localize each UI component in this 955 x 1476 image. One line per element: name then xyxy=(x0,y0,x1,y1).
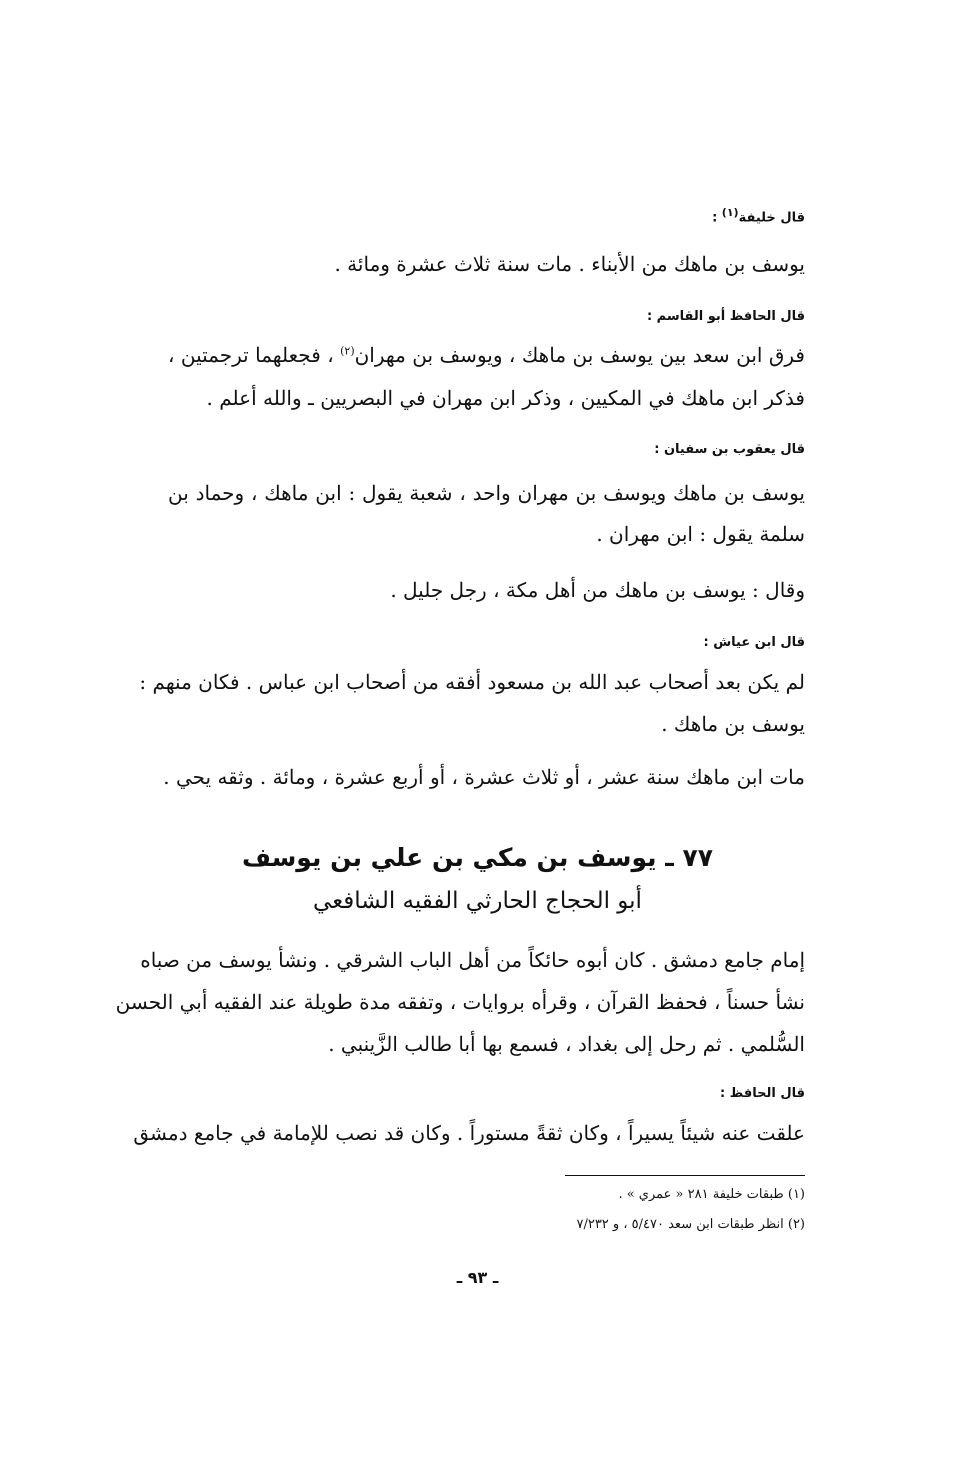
text-line: وقال : يوسف بن ماهك من أهل مكة ، رجل جليل . xyxy=(390,578,805,602)
text-line: فذكر ابن ماهك في المكيين ، وذكر ابن مهران في البصريين ـ والله أعلم . xyxy=(206,386,805,410)
text-line: يوسف بن ماهك ويوسف بن مهران واحد ، شعبة يقول : ابن ماهك ، وحماد بن xyxy=(168,481,805,505)
text-line: يوسف بن ماهك من الأبناء . مات سنة ثلاث عشرة ومائة . xyxy=(334,252,805,276)
entry-title: ٧٧ ـ يوسف بن مكي بن علي بن يوسف xyxy=(241,843,714,872)
text-line: مات ابن ماهك سنة عشر ، أو ثلاث عشرة ، أو أربع عشرة ، ومائة . وثقه يحي . xyxy=(163,765,805,789)
section-heading-yaqub: قال يعقوب بن سفيان : xyxy=(654,442,805,457)
section-heading-abul-qasim: قال الحافظ أبو القاسم : xyxy=(646,309,805,324)
text-line: إمام جامع دمشق . كان أبوه حائكاً من أهل الباب الشرقي . ونشأ يوسف من صباه xyxy=(140,948,805,972)
text-line: نشأ حسناً ، فحفظ القرآن ، وقرأه بروايات ، وتفقه مدة طويلة عند الفقيه أبي الحسن xyxy=(115,990,805,1014)
text-line: علقت عنه شيئاً يسيراً ، وكان ثقةً مستوراً . وكان قد نصب للإمامة في جامع دمشق xyxy=(133,1121,805,1145)
text-line: فرق ابن سعد بين يوسف بن ماهك ، ويوسف بن مهران$^{(٢)}$ ، فجعلهما ترجمتين ، xyxy=(168,343,805,367)
text-line: يوسف بن ماهك . xyxy=(661,712,805,736)
page-number: ـ ٩٣ ـ xyxy=(456,1268,499,1287)
footnote-ref-1: (١) xyxy=(721,206,739,219)
footnote-2: (٢) انظر طبقات ابن سعد ٥/٤٧٠ ، و ٧/٢٣٢ xyxy=(576,1217,805,1232)
text-line: لم يكن بعد أصحاب عبد الله بن مسعود أفقه من أصحاب ابن عباس . فكان منهم : xyxy=(139,670,805,694)
text-line: السُّلمي . ثم رحل إلى بغداد ، فسمع بها أبا طالب الزَّينبي . xyxy=(328,1032,805,1056)
footnote-1: (١) طبقات خليفة ٢٨١ « عمري » . xyxy=(618,1187,805,1202)
section-heading-ibn-ayyash: قال ابن عياش : xyxy=(703,635,805,650)
entry-subtitle: أبو الحجاج الحارثي الفقيه الشافعي xyxy=(313,888,642,914)
section-heading-hafiz: قال الحافظ : xyxy=(720,1086,805,1101)
text-line: سلمة يقول : ابن مهران . xyxy=(596,522,805,546)
section-heading-khalifa: قال خليفة$^{(١)}$ : xyxy=(712,206,805,226)
footnote-divider xyxy=(565,1175,805,1176)
footnote-ref-2: (٢) xyxy=(340,344,355,358)
